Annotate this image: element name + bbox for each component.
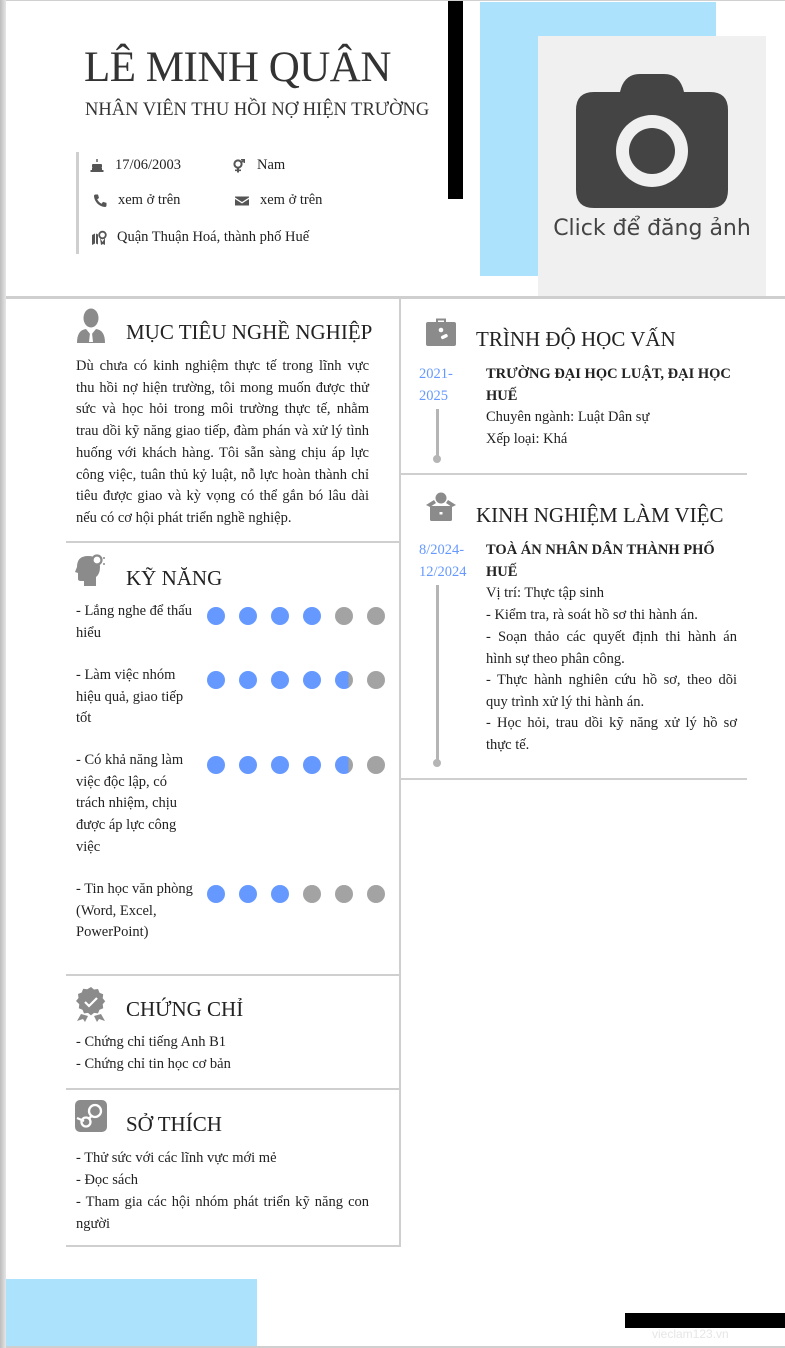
rating-dot bbox=[335, 607, 353, 625]
rating-dot bbox=[239, 756, 257, 774]
experience-task[interactable]: - Thực hành nghiên cứu hồ sơ, theo dõi quy trình xử lý thi hành án. bbox=[486, 672, 737, 710]
section-title: KINH NGHIỆM LÀM VIỆC bbox=[476, 503, 724, 527]
phone-icon bbox=[92, 193, 108, 209]
section-hobbies bbox=[66, 1090, 400, 1247]
gender-icon bbox=[231, 158, 247, 174]
page-edge-shadow bbox=[0, 0, 6, 1348]
phone-item[interactable] bbox=[92, 192, 180, 209]
rating-dot bbox=[335, 671, 353, 689]
rating-dot bbox=[367, 756, 385, 774]
address-item[interactable] bbox=[91, 229, 309, 246]
rating-dot bbox=[367, 885, 385, 903]
address-value: Quận Thuận Hoá, thành phố Huế bbox=[117, 229, 310, 245]
certificate-item[interactable]: - Chứng chỉ tiếng Anh B1 bbox=[76, 1034, 227, 1050]
birthday-value: 17/06/2003 bbox=[115, 157, 182, 173]
education-school[interactable]: TRƯỜNG ĐẠI HỌC LUẬT, ĐẠI HỌC HUẾ bbox=[486, 366, 731, 404]
section-title: TRÌNH ĐỘ HỌC VẤN bbox=[476, 327, 676, 351]
rating-dot bbox=[239, 885, 257, 903]
section-experience bbox=[401, 475, 747, 780]
section-objective bbox=[66, 299, 400, 543]
user-tie-icon bbox=[75, 308, 107, 344]
hobby-item[interactable]: - Tham gia các hội nhóm phát triển kỹ năng con người bbox=[76, 1194, 369, 1232]
rating-dot bbox=[303, 756, 321, 774]
skill-rating bbox=[207, 756, 385, 774]
education-date-end: 2025 bbox=[419, 388, 448, 404]
skill-name: - Làm việc nhóm hiệu quả, giao tiếp tốt bbox=[76, 667, 184, 727]
section-skills bbox=[66, 543, 400, 976]
rating-dot bbox=[367, 671, 385, 689]
watermark: vieclam123.vn bbox=[652, 1327, 729, 1341]
email-value: xem ở trên bbox=[260, 192, 323, 208]
experience-date-end: 12/2024 bbox=[419, 564, 467, 580]
section-title: SỞ THÍCH bbox=[126, 1112, 222, 1136]
candidate-name[interactable]: LÊ MINH QUÂN bbox=[84, 44, 391, 91]
left-column bbox=[66, 299, 400, 1247]
avatar-upload[interactable] bbox=[538, 36, 766, 296]
certificate-badge-icon bbox=[75, 986, 107, 1022]
education-date-start: 2021- bbox=[419, 366, 453, 382]
section-education bbox=[401, 299, 747, 475]
personal-info-box bbox=[76, 152, 376, 254]
birthday-item[interactable] bbox=[89, 157, 181, 174]
rating-dot bbox=[303, 607, 321, 625]
experience-company[interactable]: TOÀ ÁN NHÂN DÂN THÀNH PHỐ HUẾ bbox=[486, 542, 715, 580]
rating-dot bbox=[207, 756, 225, 774]
skill-rating bbox=[207, 885, 385, 903]
experience-task[interactable]: - Soạn thảo các quyết định thi hành án hình sự theo phân công. bbox=[486, 629, 737, 667]
section-certificates bbox=[66, 976, 400, 1090]
rating-dot bbox=[303, 671, 321, 689]
education-grade[interactable]: Xếp loại: Khá bbox=[486, 431, 568, 447]
job-title[interactable]: NHÂN VIÊN THU HỒI NỢ HIỆN TRƯỜNG bbox=[85, 100, 430, 120]
camera-icon bbox=[574, 74, 730, 210]
timeline-line bbox=[436, 409, 439, 459]
rating-dot bbox=[271, 756, 289, 774]
rating-dot bbox=[271, 607, 289, 625]
head-lightbulb-icon bbox=[75, 552, 107, 588]
objective-text[interactable]: Dù chưa có kinh nghiệm thực tế trong lĩnh vực thu hồi nợ hiện trường, tôi mong muốn được thử sức và học hỏi trong môi trường thực tế, nhằm trau dồi kỹ năng giao tiếp, đàm phán và xử lý tình huống với khách hàng. Tôi sẵn sàng chịu áp lực công việc, tuân thủ kỷ luật, nỗ lực hoàn thành chỉ tiêu được giao và kỳ vọng có thể gắn bó lâu dài nếu có cơ hội phát triển nghề nghiệp. bbox=[76, 358, 369, 526]
skill-rating bbox=[207, 607, 385, 625]
rating-dot bbox=[335, 885, 353, 903]
rating-dot bbox=[207, 607, 225, 625]
phone-value: xem ở trên bbox=[118, 192, 181, 208]
rating-dot bbox=[335, 756, 353, 774]
right-column bbox=[401, 299, 747, 780]
gender-item[interactable] bbox=[231, 157, 285, 174]
decorative-black-bar-bottom bbox=[625, 1313, 785, 1328]
suitcase-icon bbox=[425, 317, 457, 347]
section-title: MỤC TIÊU NGHỀ NGHIỆP bbox=[126, 320, 373, 344]
certificate-item[interactable]: - Chứng chỉ tin học cơ bản bbox=[76, 1056, 231, 1072]
envelope-icon bbox=[234, 193, 250, 209]
timeline-dot bbox=[433, 759, 441, 767]
birthday-cake-icon bbox=[89, 158, 105, 174]
experience-date-start: 8/2024- bbox=[419, 542, 465, 558]
section-title: CHỨNG CHỈ bbox=[126, 997, 244, 1021]
page-top-border bbox=[6, 0, 785, 1]
rating-dot bbox=[271, 671, 289, 689]
upload-photo-label: Click để đăng ảnh bbox=[553, 216, 751, 241]
decorative-blue-block-bottom bbox=[6, 1279, 257, 1346]
rating-dot bbox=[239, 607, 257, 625]
experience-position[interactable]: Vị trí: Thực tập sinh bbox=[486, 585, 604, 601]
hobby-item[interactable]: - Đọc sách bbox=[76, 1172, 139, 1188]
experience-task[interactable]: - Học hỏi, trau dồi kỹ năng xử lý hồ sơ thực tế. bbox=[486, 715, 737, 753]
rating-dot bbox=[367, 607, 385, 625]
skill-name: - Tin học văn phòng (Word, Excel, PowerPoint) bbox=[76, 881, 193, 941]
steam-icon bbox=[75, 1100, 107, 1132]
timeline-line bbox=[436, 585, 439, 763]
hobby-item[interactable]: - Thử sức với các lĩnh vực mới mẻ bbox=[76, 1150, 277, 1166]
email-item[interactable] bbox=[234, 192, 322, 209]
section-title: KỸ NĂNG bbox=[126, 566, 223, 590]
gender-value: Nam bbox=[257, 157, 286, 173]
user-laptop-icon bbox=[425, 492, 457, 522]
education-major[interactable]: Chuyên ngành: Luật Dân sự bbox=[486, 409, 650, 425]
decorative-black-bar bbox=[448, 1, 463, 199]
skill-name: - Lắng nghe để thấu hiểu bbox=[76, 603, 192, 641]
rating-dot bbox=[271, 885, 289, 903]
skill-name: - Có khả năng làm việc độc lập, có trách nhiệm, chịu được áp lực công việc bbox=[76, 752, 184, 855]
rating-dot bbox=[303, 885, 321, 903]
experience-task[interactable]: - Kiểm tra, rà soát hồ sơ thi hành án. bbox=[486, 607, 698, 623]
rating-dot bbox=[207, 885, 225, 903]
rating-dot bbox=[239, 671, 257, 689]
timeline-dot bbox=[433, 455, 441, 463]
skill-rating bbox=[207, 671, 385, 689]
map-marker-icon bbox=[91, 230, 107, 246]
rating-dot bbox=[207, 671, 225, 689]
